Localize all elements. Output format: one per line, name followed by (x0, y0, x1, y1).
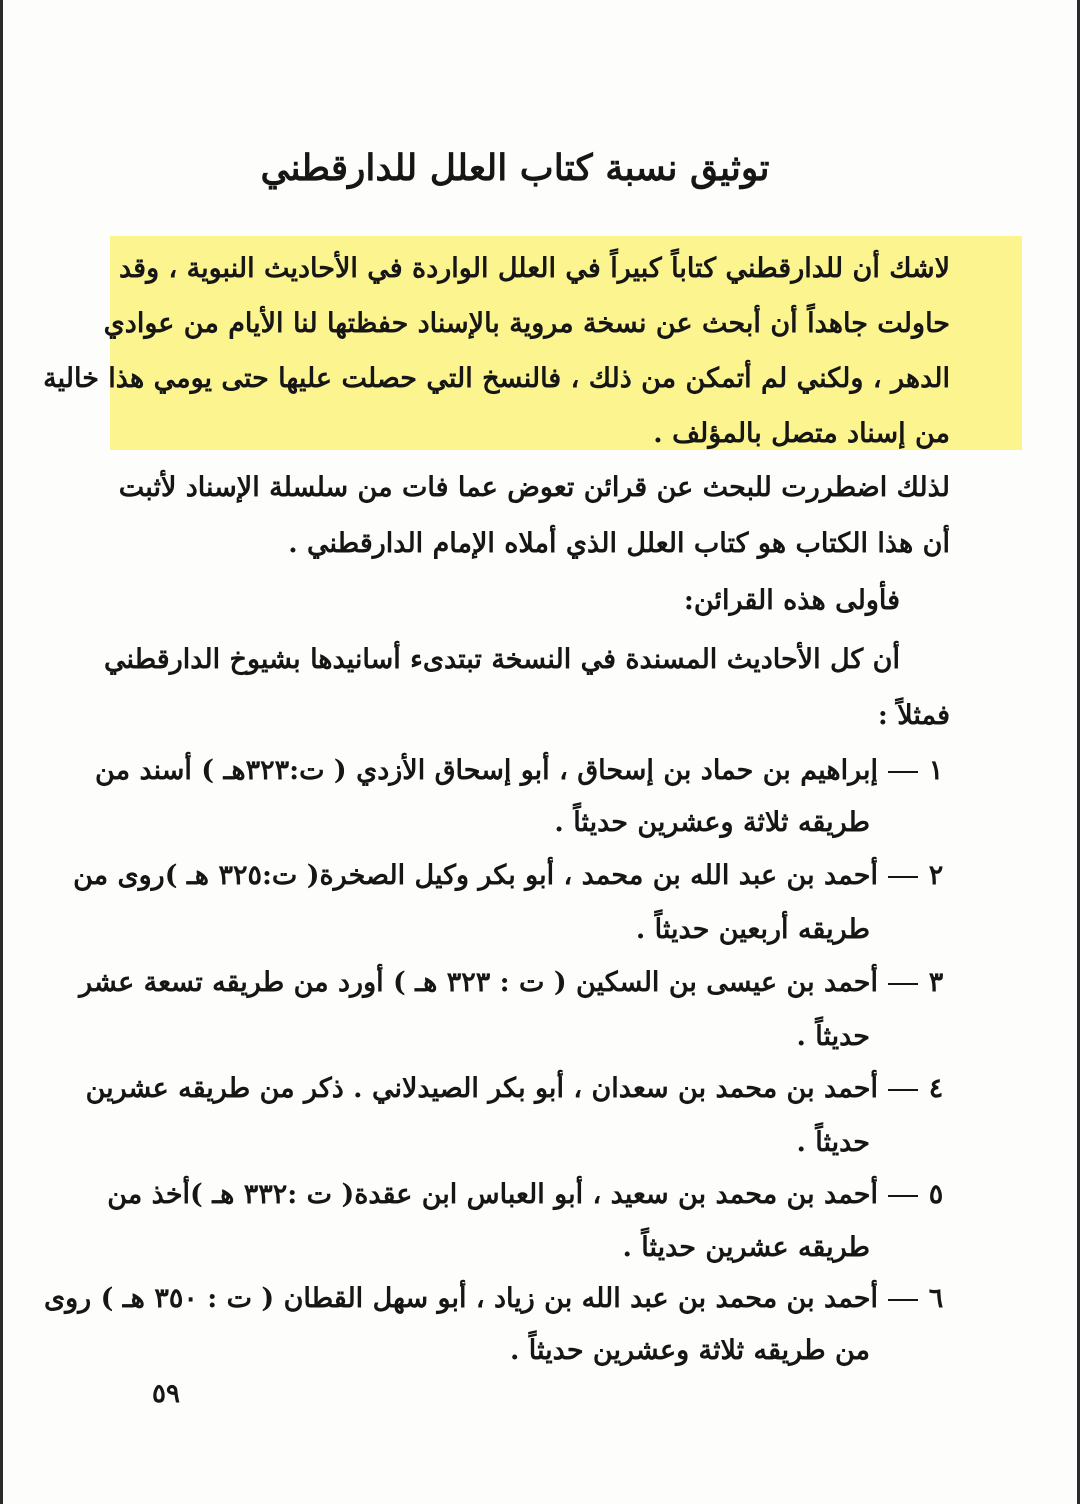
item-number: ٦ (928, 1283, 944, 1314)
scan-edge-left (0, 0, 3, 1504)
item-text: أحمد بن عيسى بن السكين ( ت : ٣٢٣ هـ ) أورد من طريقه تسعة عشر (79, 967, 878, 998)
item-text: أحمد بن محمد بن سعيد ، أبو العباس ابن عقدة( ت :٣٣٢ هـ )أخذ من (107, 1179, 878, 1210)
paragraph2-line-2: أن هذا الكتاب هو كتاب العلل الذي أملاه الإمام الدارقطني . (288, 528, 950, 559)
list-item (44, 1273, 950, 1325)
list-item (95, 745, 950, 797)
item-text: أحمد بن عبد الله بن محمد ، أبو بكر وكيل الصخرة( ت:٣٢٥ هـ )روى من (73, 860, 878, 891)
highlighted-line-2: حاولت جاهداً أن أبحث عن نسخة مروية بالإسناد حفظتها لنا الأيام من عوادي (103, 308, 950, 339)
item-number: ٤ (928, 1073, 944, 1104)
first-evidence-heading: فأولى هذه القرائن: (683, 585, 900, 616)
highlighted-line-1: لاشك أن للدارقطني كتاباً كبيراً في العلل الواردة في الأحاديث النبوية ، وقد (118, 253, 950, 284)
item-text: أحمد بن محمد بن عبد الله بن زياد ، أبو سهل القطان ( ت : ٣٥٠ هـ ) روى (43, 1283, 878, 1314)
list-item (107, 1169, 950, 1221)
item-number: ٣ (928, 967, 944, 998)
highlighted-line-4: من إسناد متصل بالمؤلف . (653, 418, 950, 449)
list-item-continuation: حديثاً . (796, 1127, 870, 1158)
list-item (79, 957, 950, 1009)
list-item-continuation: طريقه أربعين حديثاً . (635, 914, 870, 945)
item-text: إبراهيم بن حماد بن إسحاق ، أبو إسحاق الأزدي ( ت:٣٢٣هـ ) أسند من (95, 755, 878, 786)
dash-icon (888, 983, 918, 985)
item-number: ١ (928, 755, 944, 786)
dash-icon (888, 1299, 918, 1301)
dash-icon (888, 771, 918, 773)
list-item-continuation: من طريقه ثلاثة وعشرين حديثاً . (509, 1335, 870, 1366)
page-title: توثيق نسبة كتاب العلل للدارقطني (260, 147, 770, 189)
list-item-continuation: طريقه عشرين حديثاً . (622, 1232, 870, 1263)
paragraph2-line-1: لذلك اضطررت للبحث عن قرائن تعوض عما فات من سلسلة الإسناد لأثبت (118, 472, 950, 503)
list-item (73, 850, 950, 902)
list-item (86, 1063, 950, 1115)
highlighted-line-3: الدهر ، ولكني لم أتمكن من ذلك ، فالنسخ التي حصلت عليها حتى يومي هذا خالية (43, 363, 950, 394)
first-evidence-text: أن كل الأحاديث المسندة في النسخة تبتدىء أسانيدها بشيوخ الدارقطني (104, 644, 900, 675)
dash-icon (888, 1089, 918, 1091)
item-number: ٥ (928, 1179, 944, 1210)
page-number: ٥٩ (152, 1379, 180, 1409)
list-item-continuation: طريقه ثلاثة وعشرين حديثاً . (554, 807, 870, 838)
list-item-continuation: حديثاً . (796, 1021, 870, 1052)
item-number: ٢ (928, 860, 944, 891)
example-label: فمثلاً : (877, 700, 950, 731)
dash-icon (888, 1195, 918, 1197)
item-text: أحمد بن محمد بن سعدان ، أبو بكر الصيدلاني . ذكر من طريقه عشرين (85, 1073, 878, 1104)
dash-icon (888, 876, 918, 878)
